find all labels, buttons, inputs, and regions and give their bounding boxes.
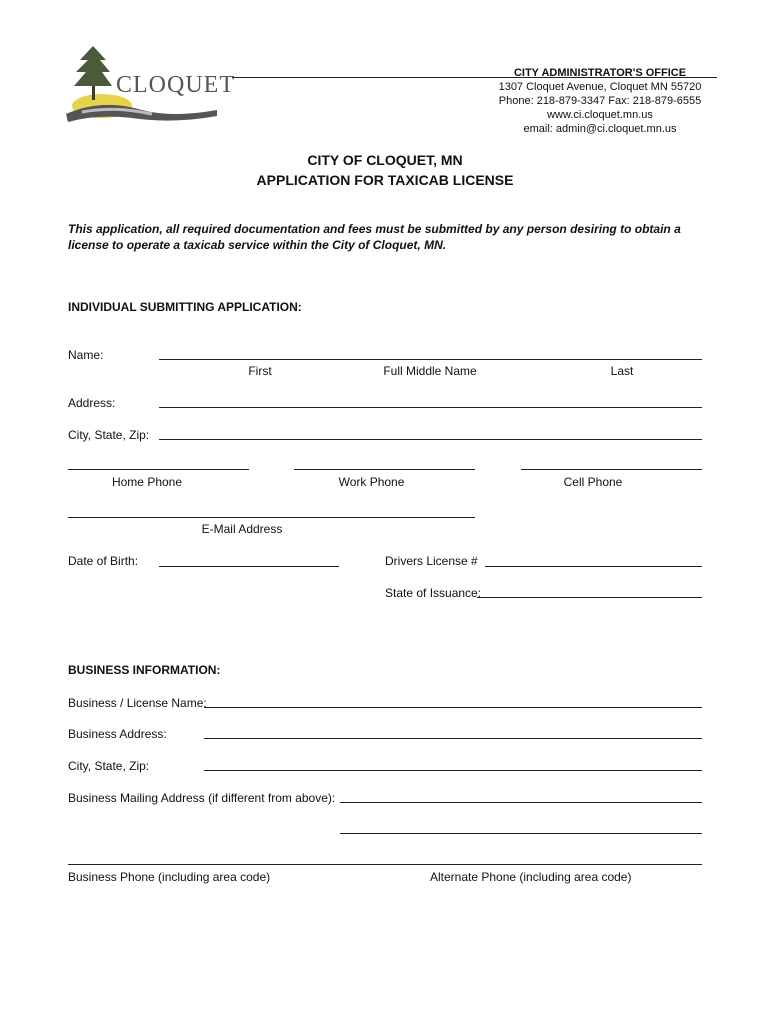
intro-text: This application, all required documentation and fees must be submitted by any person desiring to obtain a license to operate a taxicab service within the City of Cloquet, MN.: [68, 222, 681, 252]
alternate-phone-caption: Alternate Phone (including area code): [430, 870, 632, 884]
work-phone-caption: Work Phone: [338, 475, 405, 489]
address-label: Address:: [68, 396, 116, 410]
office-phones: Phone: 218-879-3347 Fax: 218-879-6555: [498, 95, 702, 107]
business-address-field[interactable]: [204, 738, 702, 739]
city-logo: [62, 40, 235, 126]
state-of-issuance-field[interactable]: [477, 597, 702, 598]
email-caption: E-Mail Address: [201, 522, 283, 536]
city-state-zip-label: City, State, Zip:: [68, 428, 150, 442]
business-name-field[interactable]: [204, 707, 702, 708]
logo-text: CLOQUET: [116, 72, 235, 98]
business-phone-caption: Business Phone (including area code): [68, 870, 271, 884]
last-name-caption: Last: [610, 364, 634, 378]
business-name-label: Business / License Name:: [68, 696, 207, 710]
office-web: www.ci.cloquet.mn.us: [547, 109, 653, 121]
home-phone-field[interactable]: [68, 469, 249, 470]
state-of-issuance-label: State of Issuance:: [385, 586, 482, 600]
business-mailing-field-1[interactable]: [340, 802, 702, 803]
cell-phone-caption: Cell Phone: [563, 475, 623, 489]
business-csz-label: City, State, Zip:: [68, 759, 150, 773]
page-title: CITY OF CLOQUET, MN: [307, 152, 463, 168]
office-email: email: admin@ci.cloquet.mn.us: [523, 123, 677, 135]
name-label: Name:: [68, 348, 104, 362]
middle-name-caption: Full Middle Name: [383, 364, 477, 378]
business-address-label: Business Address:: [68, 727, 167, 741]
office-name: CITY ADMINISTRATOR'S OFFICE: [513, 67, 687, 79]
dob-field[interactable]: [159, 566, 339, 567]
cell-phone-field[interactable]: [521, 469, 702, 470]
office-address: 1307 Cloquet Avenue, Cloquet MN 55720: [498, 81, 702, 93]
individual-heading: INDIVIDUAL SUBMITTING APPLICATION:: [68, 300, 302, 314]
home-phone-caption: Home Phone: [111, 475, 183, 489]
page-subtitle: APPLICATION FOR TAXICAB LICENSE: [256, 172, 514, 188]
business-phone-field[interactable]: [68, 864, 702, 865]
first-name-caption: First: [248, 364, 272, 378]
business-mailing-field-2[interactable]: [340, 833, 702, 834]
business-heading: BUSINESS INFORMATION:: [68, 663, 221, 677]
email-field[interactable]: [68, 517, 475, 518]
dob-label: Date of Birth:: [68, 554, 139, 568]
business-mailing-label: Business Mailing Address (if different from above):: [68, 791, 336, 805]
name-field[interactable]: [159, 359, 702, 360]
work-phone-field[interactable]: [294, 469, 475, 470]
address-field[interactable]: [159, 407, 702, 408]
drivers-license-label: Drivers License #: [385, 554, 478, 568]
business-csz-field[interactable]: [204, 770, 702, 771]
city-state-zip-field[interactable]: [159, 439, 702, 440]
drivers-license-field[interactable]: [485, 566, 702, 567]
